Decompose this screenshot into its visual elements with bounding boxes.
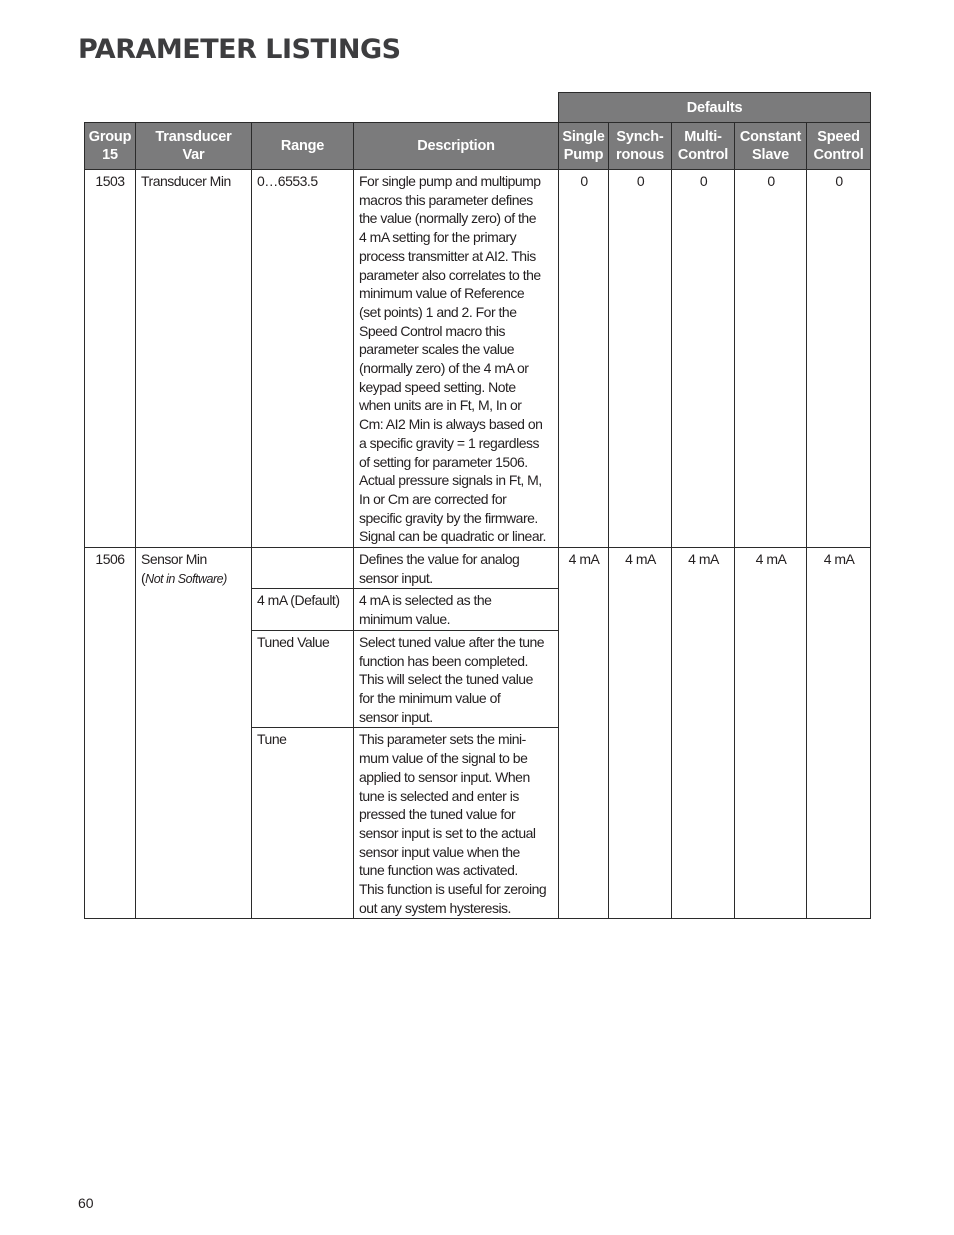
table-row [85, 170, 871, 548]
parameter-name: Transducer Min [136, 170, 252, 548]
range-cell: Tuned Value [252, 630, 354, 728]
defaults-header-row [85, 93, 871, 123]
range-cell: Tune [252, 728, 354, 919]
description-cell: 4 mA is selected as the minimum value. [354, 589, 559, 630]
default-single-pump: 0 [559, 170, 609, 548]
description-cell: This parameter sets the mini- mum value of the signal to be applied to sensor input. When tune is selected and enter is pressed the tuned value for sensor input is set to the actual sensor input value when the tune function was activated. This function is useful for zeroing out any system hysteresis. [354, 728, 559, 919]
header-speed-control: Speed Control [807, 123, 871, 170]
default-constant-slave: 0 [735, 170, 807, 548]
range-cell: 0…6553.5 [252, 170, 354, 548]
header-synchronous: Synch- ronous [609, 123, 672, 170]
parameter-table [84, 92, 871, 919]
header-single-pump: Single Pump [559, 123, 609, 170]
range-cell [252, 548, 354, 589]
page-number: 60 [78, 1195, 94, 1211]
default-synchronous: 0 [609, 170, 672, 548]
table-row [85, 548, 871, 589]
default-speed-control: 4 mA [807, 548, 871, 919]
description-cell: Select tuned value after the tune function has been completed. This will select the tuned value for the minimum value of sensor input. [354, 630, 559, 728]
default-speed-control: 0 [807, 170, 871, 548]
parameter-note-open: ( [141, 569, 146, 586]
parameter-name-cell [136, 548, 252, 919]
column-header-row [85, 123, 871, 170]
header-transducer-var: Transducer Var [136, 123, 252, 170]
header-range: Range [252, 123, 354, 170]
group-code: 1503 [85, 170, 136, 548]
default-multi-control: 0 [672, 170, 735, 548]
header-description: Description [354, 123, 559, 170]
description-cell: Defines the value for analog sensor input. [354, 548, 559, 589]
header-group: Group 15 [85, 123, 136, 170]
header-constant-slave: Constant Slave [735, 123, 807, 170]
parameter-name: Sensor Min [141, 551, 207, 568]
description-cell: For single pump and multipump macros this parameter defines the value (normally zero) of the 4 mA setting for the primary process transmitter at AI2. This parameter also correlates to the minimum value of Reference (set points) 1 and 2. For the Speed Control macro this parameter scales the value (normally zero) of the 4 mA or keypad speed setting. Note when units are in Ft, M, In or Cm: AI2 Min is always based on a specific gravity = 1 regardless of setting for parameter 1506. Actual pressure signals in Ft, M, In or Cm are corrected for specific gravity by the firmware. Signal can be quadratic or linear. [354, 170, 559, 548]
default-single-pump: 4 mA [559, 548, 609, 919]
group-code: 1506 [85, 548, 136, 919]
range-cell: 4 mA (Default) [252, 589, 354, 630]
header-spacer [85, 93, 559, 123]
default-synchronous: 4 mA [609, 548, 672, 919]
defaults-header: Defaults [559, 93, 871, 123]
page-title: PARAMETER LISTINGS [78, 34, 401, 65]
default-multi-control: 4 mA [672, 548, 735, 919]
header-multi-control: Multi- Control [672, 123, 735, 170]
default-constant-slave: 4 mA [735, 548, 807, 919]
parameter-note: Not in Software) [145, 571, 227, 586]
